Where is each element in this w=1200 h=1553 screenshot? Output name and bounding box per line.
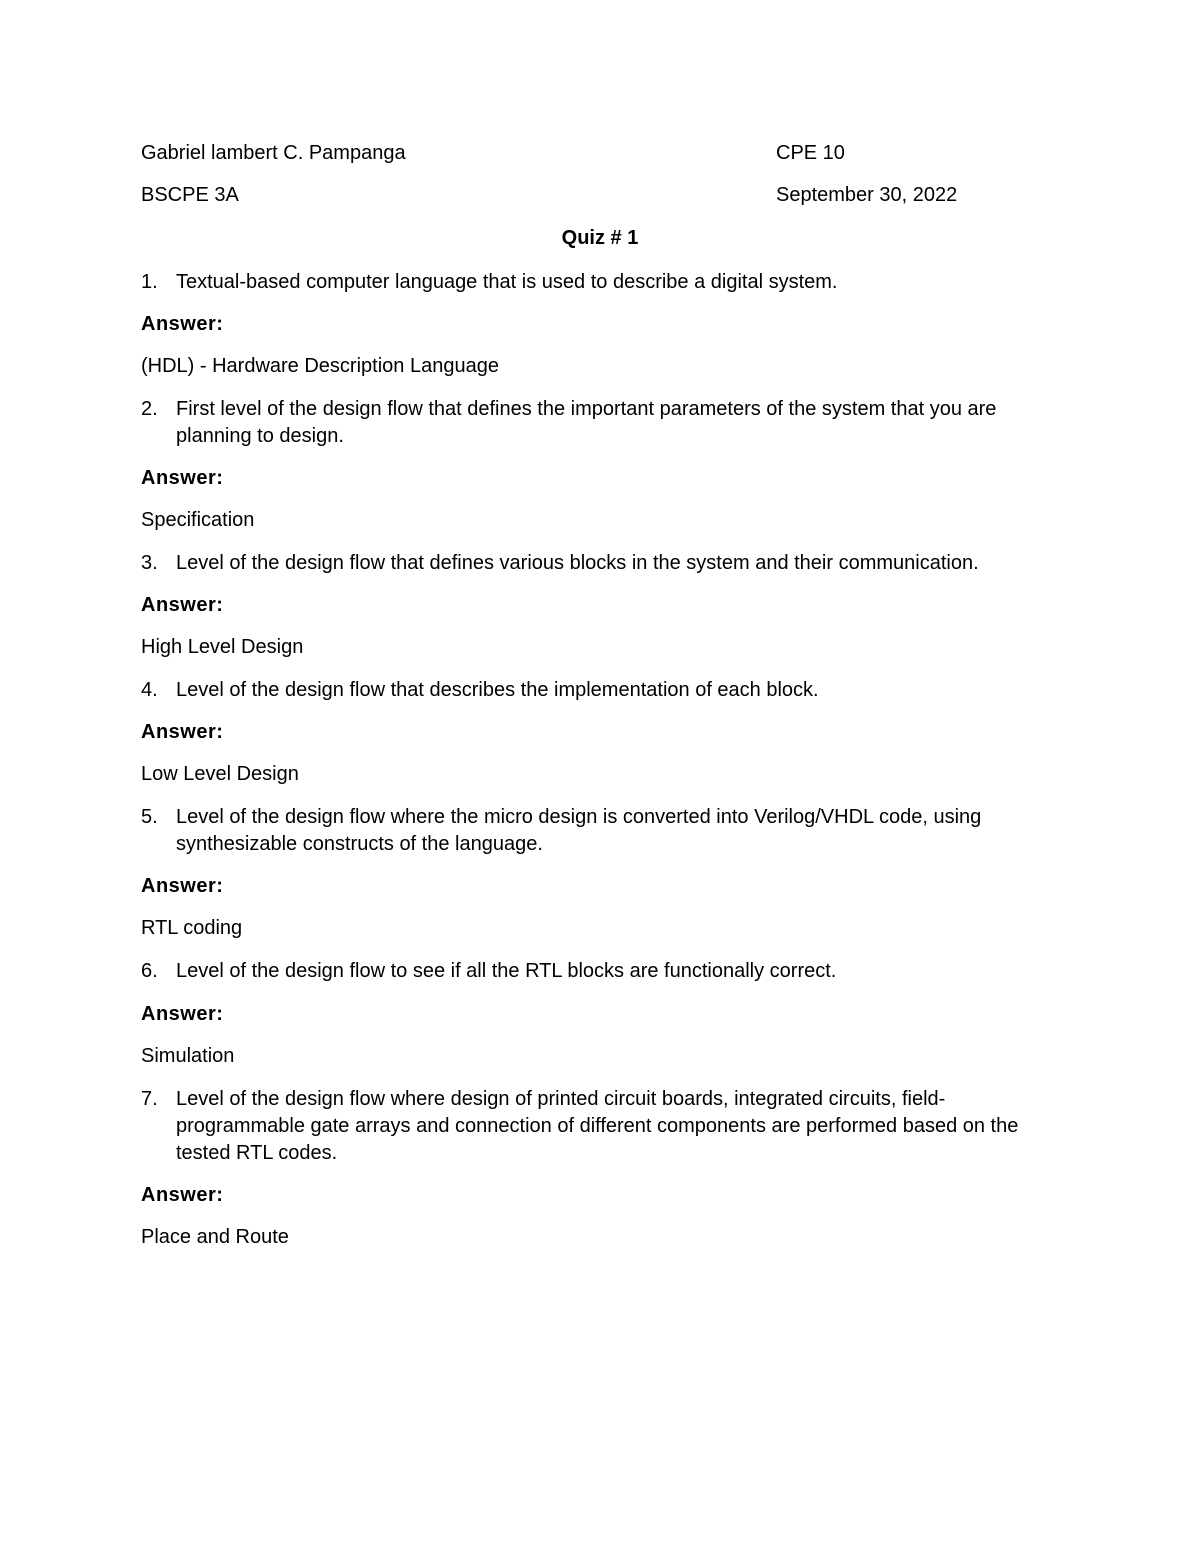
quiz-title: Quiz # 1	[561, 227, 639, 249]
question-text-6: Level of the design flow to see if all the RTL blocks are functionally correct.	[176, 960, 837, 982]
course-code: CPE 10	[776, 142, 845, 164]
student-name: Gabriel lambert C. Pampanga	[141, 142, 406, 164]
question-text-2: First level of the design flow that defines the important parameters of the system that you are planning to design.	[176, 398, 997, 447]
answer-1: (HDL) - Hardware Description Language	[141, 355, 499, 377]
question-text-4: Level of the design flow that describes the implementation of each block.	[176, 679, 819, 701]
question-number-6: 6.	[141, 960, 158, 982]
question-text-3: Level of the design flow that defines various blocks in the system and their communication.	[176, 552, 979, 574]
answer-4: Low Level Design	[141, 763, 299, 785]
answer-label-7: Answer:	[141, 1184, 224, 1206]
question-number-2: 2.	[141, 398, 158, 420]
question-number-4: 4.	[141, 679, 158, 701]
question-number-3: 3.	[141, 552, 158, 574]
answer-7: Place and Route	[141, 1226, 289, 1248]
answer-label-3: Answer:	[141, 594, 224, 616]
answer-5: RTL coding	[141, 917, 243, 939]
answer-label-4: Answer:	[141, 721, 224, 743]
question-text-7: Level of the design flow where design of printed circuit boards, integrated circuits, field-programmable gate arrays and connection of different components are performed based on the tested RTL codes.	[176, 1088, 1019, 1164]
answer-6: Simulation	[141, 1045, 235, 1067]
question-text-1: Textual-based computer language that is used to describe a digital system.	[176, 271, 838, 293]
date: September 30, 2022	[776, 184, 958, 206]
question-number-7: 7.	[141, 1088, 158, 1110]
answer-label-5: Answer:	[141, 875, 224, 897]
question-number-5: 5.	[141, 806, 158, 828]
answer-3: High Level Design	[141, 636, 304, 658]
answer-label-6: Answer:	[141, 1003, 224, 1025]
answer-label-2: Answer:	[141, 467, 224, 489]
question-number-1: 1.	[141, 271, 158, 293]
answer-2: Specification	[141, 509, 255, 531]
question-text-5: Level of the design flow where the micro design is converted into Verilog/VHDL code, using synthesizable constructs of the language.	[176, 806, 982, 855]
section: BSCPE 3A	[141, 184, 239, 206]
answer-label-1: Answer:	[141, 313, 224, 335]
